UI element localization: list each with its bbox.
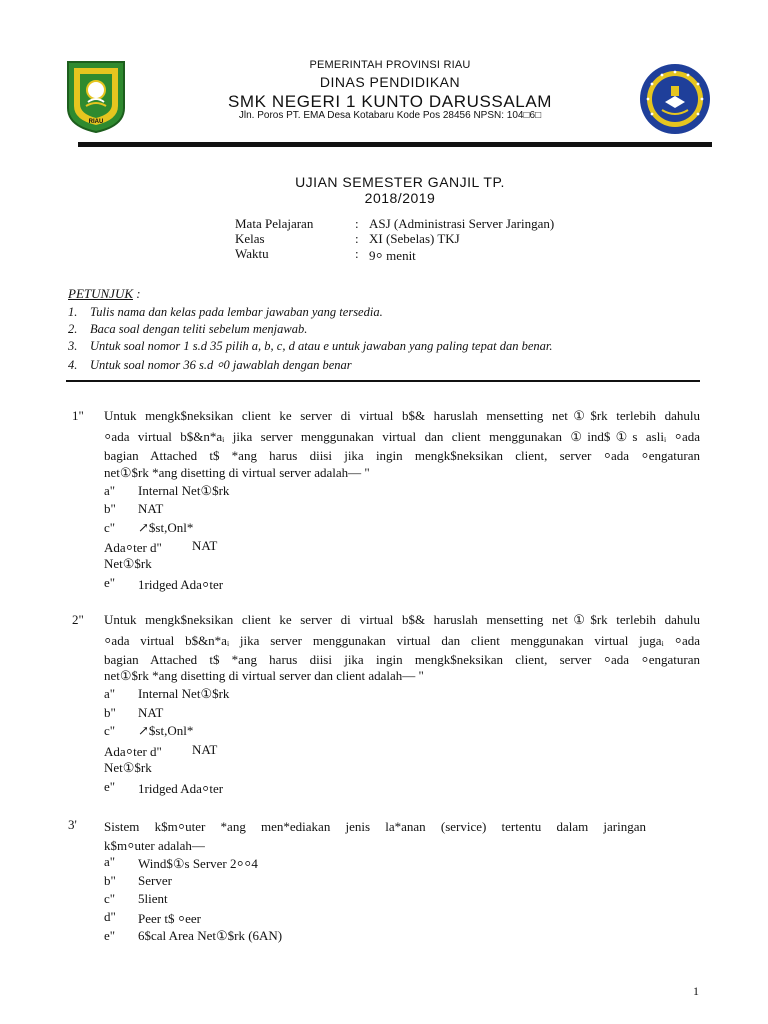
option-letter: b" — [104, 501, 116, 516]
option-fragment: Ada⸰ter d" — [104, 540, 162, 555]
instructions-divider — [66, 380, 700, 382]
option-fragment: Ada⸰ter d" — [104, 744, 162, 759]
question-text-line: bagian Attached t$ *ang harus diisi jika ingin mengk$neksikan client, server ⸰ada ⸰engaturan — [104, 448, 700, 463]
option-letter: b" — [104, 705, 116, 720]
option-text: ↗$st,Onl* — [138, 723, 194, 738]
department-name: DINAS PENDIDIKAN — [319, 74, 461, 90]
option-text: 1ridged Ada⸰ter — [138, 577, 224, 592]
instruction-item: 3. Untuk soal nomor 1 s.d 35 pilih a, b, c, d atau e untuk jawaban yang paling tepat dan benar. — [68, 339, 553, 353]
question-text-line: Untuk mengk$neksikan client ke server di virtual b$& haruslah mensetting net①$rk terlebih dahulu — [104, 408, 700, 423]
question-text-line: Untuk mengk$neksikan client ke server di virtual b$& haruslah mensetting net①$rk terlebih dahulu — [104, 612, 700, 627]
question-text-line: Sistem k$m⸰uter *ang men*ediakan jenis la*anan (service) tertentu dalam jaringan — [104, 819, 646, 834]
instruction-item: 1. Tulis nama dan kelas pada lembar jawaban yang tersedia. — [68, 305, 383, 319]
option-letter: e" — [104, 575, 116, 590]
instruction-item: 4. Untuk soal nomor 36 s.d ⸰0 jawablah dengan benar — [68, 358, 352, 372]
option-letter: b" — [104, 873, 116, 888]
option-letter: a" — [104, 686, 116, 701]
option-text: Wind$①s Server 2⸰⸰4 — [138, 856, 258, 871]
question-text-line: net①$rk *ang disetting di virtual server dan client adalah— " — [104, 668, 424, 683]
option-text: Server — [138, 873, 172, 888]
option-fragment: NAT — [192, 742, 218, 757]
option-text: Internal Net①$rk — [138, 483, 230, 498]
instructions-heading: PETUNJUK : — [68, 286, 141, 301]
option-text: ↗$st,Onl* — [138, 520, 194, 535]
question-number: 3' — [68, 817, 77, 832]
exam-year: 2018/2019 — [364, 190, 436, 206]
government-name: PEMERINTAH PROVINSI RIAU — [309, 59, 471, 71]
exam-meta: Mata Pelajaran : ASJ (Administrasi Server Jaringan) Kelas : XI (Sebelas) TKJ Waktu : 9⸰ menit — [235, 216, 555, 263]
instruction-item: 2. Baca soal dengan teliti sebelum menjawab. — [68, 322, 308, 336]
logo-caption: RIAU — [88, 119, 104, 125]
page-number: 1 — [693, 984, 699, 998]
option-letter: c" — [104, 520, 116, 535]
option-fragment: Net①$rk — [104, 760, 152, 775]
option-letter: a" — [104, 854, 116, 869]
option-fragment: NAT — [192, 538, 218, 553]
option-letter: e" — [104, 928, 116, 943]
question-text-line: bagian Attached t$ *ang harus diisi jika ingin mengk$neksikan client, server ⸰ada ⸰engaturan — [104, 652, 700, 667]
option-text: Internal Net①$rk — [138, 686, 230, 701]
school-emblem-icon — [638, 62, 712, 136]
school-name: SMK NEGERI 1 KUNTO DARUSSALAM — [227, 92, 553, 111]
option-text: 6$cal Area Net①$rk (6AN) — [138, 928, 283, 943]
option-letter: c" — [104, 891, 116, 906]
question-text-line: ⸰ada virtual b$&n*aᵢ jika server menggunakan virtual dan client menggunakan ①ind$①s asliᵢ ⸰ada — [104, 429, 700, 444]
question-text-line: k$m⸰uter adalah— — [104, 838, 205, 853]
question-number: 2" — [72, 612, 84, 627]
header-divider — [78, 142, 712, 147]
option-text: NAT — [138, 705, 164, 720]
option-letter: d" — [104, 909, 116, 924]
question-text-line: net①$rk *ang disetting di virtual server adalah— " — [104, 465, 370, 480]
exam-title: UJIAN SEMESTER GANJIL TP. — [295, 174, 505, 190]
option-fragment: Net①$rk — [104, 556, 152, 571]
question-text-line: ⸰ada virtual b$&n*aᵢ jika server menggunakan virtual dan client menggunakan virtual jugaᵢ ⸰ada — [104, 633, 700, 648]
option-text: 5lient — [138, 891, 168, 906]
option-text: 1ridged Ada⸰ter — [138, 781, 224, 796]
option-text: NAT — [138, 501, 164, 516]
option-letter: e" — [104, 779, 116, 794]
school-address: Jln. Poros PT. EMA Desa Kotabaru Kode Pos 28456 NPSN: 104□6□ — [238, 110, 542, 121]
option-text: Peer t$ ⸰eer — [138, 911, 202, 926]
option-letter: a" — [104, 483, 116, 498]
option-letter: c" — [104, 723, 116, 738]
question-number: 1" — [72, 408, 84, 423]
